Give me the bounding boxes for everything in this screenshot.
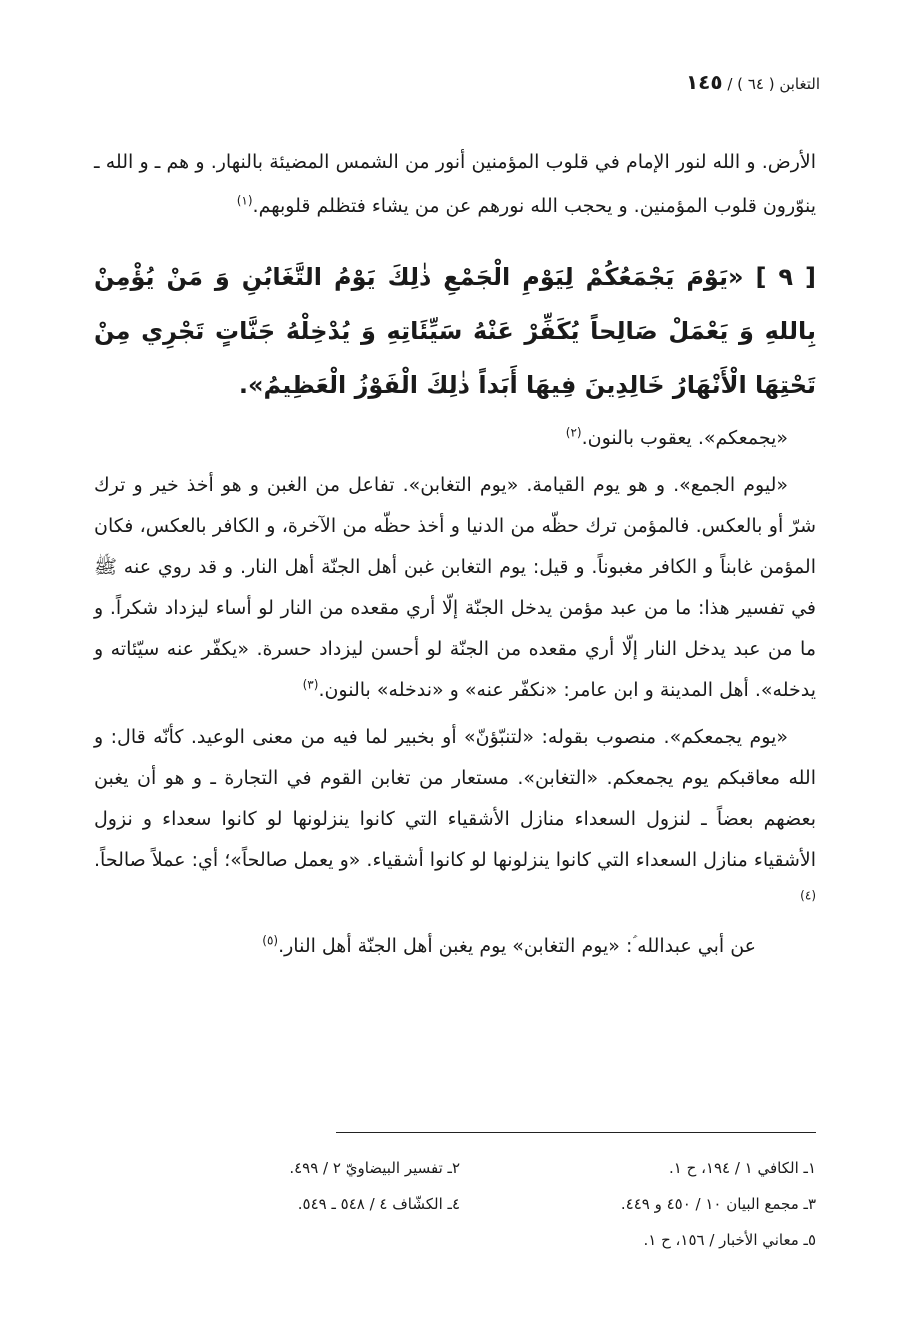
quran-verse bbox=[94, 250, 816, 412]
intro-paragraph bbox=[94, 140, 816, 228]
surah-label: التغابن ( ٦٤ ) / bbox=[727, 75, 820, 93]
footnote-item: ٤ـ الكشّاف ٤ / ٥٤٨ ـ ٥٤٩. bbox=[297, 1195, 460, 1213]
footnote-item: ١ـ الكافي ١ / ١٩٤، ح ١. bbox=[669, 1159, 816, 1177]
footnote-ref: (٤) bbox=[800, 888, 816, 903]
footnote-row bbox=[94, 1222, 816, 1258]
commentary-paragraph bbox=[94, 926, 816, 967]
page-number: ١٤٥ bbox=[685, 70, 723, 94]
commentary-paragraph bbox=[94, 418, 816, 459]
commentary bbox=[94, 418, 816, 967]
footnote-row bbox=[94, 1186, 816, 1222]
paragraph-text: «ليوم الجمع». و هو يوم القيامة. «يوم التغابن». تفاعل من الغبن و هو أخذ خير و ترك شرّ أو بالعكس. فالمؤمن ترك حظّه من الدنيا و أخذ حظّه من الآخرة، و الكافر بالعكس، فكان المؤمن غابناً و الكافر مغبوناً. و قيل: يوم التغابن غبن أهل الجنّة أهل النار. و قد روي عنه ﷺ في تفسير هذا: ما من عبد مؤمن يدخل الجنّة إلّا أري مقعده من النار لو أساء ليزداد شكراً. و ما من عبد يدخل النار إلّا أري مقعده من الجنّة لو أحسن ليزداد حسرة. «يكفّر عنه سيّئاته و يدخله». أهل المدينة و ابن عامر: «نكفّر عنه» و «ندخله» بالنون. bbox=[94, 474, 816, 701]
footnote-item: ٢ـ تفسير البيضاويّ ٢ / ٤٩٩. bbox=[289, 1159, 460, 1177]
footnote-item: ٥ـ معاني الأخبار / ١٥٦، ح ١. bbox=[643, 1231, 816, 1249]
paragraph-text: «يوم يجمعكم». منصوب بقوله: «لتنبّؤنّ» أو بخبير لما فيه من معنى الوعيد. كأنّه قال: و الله معاقبكم يوم يجمعكم. «التغابن». مستعار من تغابن القوم في التجارة ـ و هو أن يغبن بعضهم بعضاً ـ لنزول السعداء منازل الأشقياء التي كانوا ينزلونها لو كانوا سعداء و نزول الأشقياء منازل السعداء التي كانوا ينزلونها لو كانوا أشقياء. «و يعمل صالحاً»؛ أي: عملاً صالحاً. bbox=[94, 726, 816, 871]
commentary-paragraph bbox=[94, 717, 816, 922]
paragraph-text: عن أبي عبدالله ؑ: «يوم التغابن» يوم يغبن أهل الجنّة أهل النار. bbox=[278, 935, 756, 957]
footnote-ref: (٣) bbox=[302, 677, 319, 692]
footnote-item: ٣ـ مجمع البيان ١٠ / ٤٥٠ و ٤٤٩. bbox=[620, 1195, 816, 1213]
footnote-divider bbox=[336, 1132, 816, 1133]
verse-text: [ ٩ ] «يَوْمَ يَجْمَعُكُمْ لِيَوْمِ الْجَمْعِ ذٰلِكَ يَوْمُ التَّغَابُنِ وَ مَنْ يُؤْمِنْ بِاللهِ وَ يَعْمَلْ صَالِحاً يُكَفِّرْ عَنْهُ سَيِّئَاتِهِ وَ يُدْخِلْهُ جَنَّاتٍ تَجْرِي مِنْ تَحْتِهَا الْأَنْهَارُ خَالِدِينَ فِيهَا أَبَداً ذٰلِكَ الْفَوْزُ الْعَظِيمُ». bbox=[94, 263, 817, 399]
footnote-row bbox=[94, 1150, 816, 1186]
commentary-paragraph bbox=[94, 465, 816, 711]
footnote-ref: (٥) bbox=[262, 933, 279, 948]
intro-text: الأرض. و الله لنور الإمام في قلوب المؤمنين أنور من الشمس المضيئة بالنهار. و هم ـ و الله ـ ينوّرون قلوب المؤمنين. و يحجب الله نورهم عن من يشاء فتظلم قلوبهم. bbox=[94, 151, 816, 217]
footnote-ref: (١) bbox=[236, 193, 253, 208]
paragraph-text: «يجمعكم». يعقوب بالنون. bbox=[581, 427, 788, 449]
footnote-ref: (٢) bbox=[565, 425, 582, 440]
running-header bbox=[680, 70, 820, 96]
footnotes bbox=[94, 1150, 816, 1258]
